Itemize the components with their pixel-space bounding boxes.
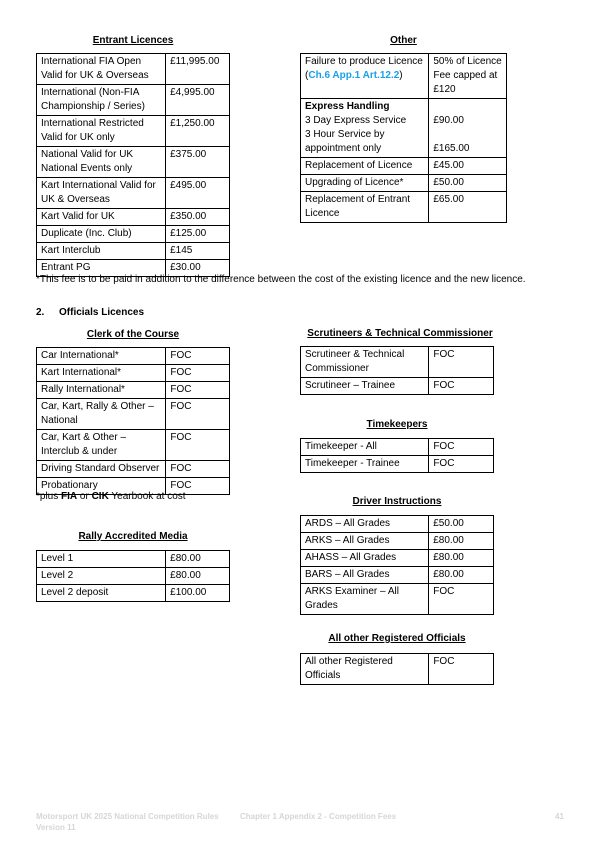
- fee-item: Probationary: [37, 478, 166, 495]
- fee-value: £80.00: [429, 567, 494, 584]
- all-other-body: [301, 654, 494, 685]
- fee-item: International Restricted Valid for UK only: [37, 116, 166, 147]
- fee-item: BARS – All Grades: [301, 567, 429, 584]
- table-row: [301, 550, 494, 567]
- express-line-2: 3 Hour Service by appointment only: [305, 129, 385, 154]
- fee-value: £50.00: [429, 175, 507, 192]
- failure-item: Failure to produce Licence: [305, 56, 423, 67]
- fee-item: ARDS – All Grades: [301, 516, 429, 533]
- fee-value: FOC: [166, 461, 230, 478]
- fee-value: £375.00: [166, 147, 230, 178]
- fee-value: £495.00: [166, 178, 230, 209]
- driver-instructions-table: [300, 515, 494, 615]
- footer-doc: [36, 811, 219, 833]
- fee-value: FOC: [429, 654, 494, 685]
- upgrade-footnote: *This fee is to be paid in addition to the difference between the cost of the existing licence and the new licence.: [36, 274, 526, 285]
- other-table: [300, 53, 507, 223]
- other-rows: [301, 158, 507, 223]
- table-row: [37, 226, 230, 243]
- table-row: [37, 551, 230, 568]
- fee-item: [301, 54, 429, 99]
- fee-item: ARKS Examiner – All Grades: [301, 584, 429, 615]
- fee-value: FOC: [166, 399, 230, 430]
- table-row: [37, 461, 230, 478]
- fee-value: FOC: [429, 456, 494, 473]
- fee-value: 50% of Licence Fee capped at £120: [429, 54, 507, 99]
- table-row: [37, 382, 230, 399]
- fee-item: Kart Interclub: [37, 243, 166, 260]
- table-row: [37, 430, 230, 461]
- yearbook-note: *plus FIA or CIK Yearbook at cost: [36, 491, 186, 502]
- table-row: [37, 568, 230, 585]
- footer-chapter: Chapter 1 Appendix 2 - Competition Fees: [240, 812, 397, 821]
- fee-value: FOC: [429, 439, 494, 456]
- fee-item: Kart International Valid for UK & Overseas: [37, 178, 166, 209]
- fee-item: Kart International*: [37, 365, 166, 382]
- fee-value: £80.00: [429, 550, 494, 567]
- rally-media-title: Rally Accredited Media: [78, 531, 188, 542]
- express-line-1: 3 Day Express Service: [305, 115, 407, 126]
- express-handling-heading: Express Handling: [305, 101, 390, 112]
- scrutineers-title: Scrutineers & Technical Commissioner: [307, 328, 493, 339]
- table-row: [37, 209, 230, 226]
- fee-value: FOC: [166, 365, 230, 382]
- footer-page-number: 41: [555, 812, 564, 821]
- fee-value: FOC: [166, 382, 230, 399]
- fee-item: Level 1: [37, 551, 166, 568]
- clerk-title: Clerk of the Course: [86, 329, 180, 340]
- fee-item: Scrutineer & Technical Commissioner: [301, 347, 429, 378]
- fee-value: £80.00: [166, 551, 230, 568]
- fee-value: £80.00: [429, 533, 494, 550]
- entrant-licences-table: [36, 53, 230, 277]
- entrant-licences-title: Entrant Licences: [92, 35, 174, 46]
- table-row: [301, 378, 494, 395]
- table-row: [301, 439, 494, 456]
- fee-value: FOC: [429, 584, 494, 615]
- fee-item: [301, 99, 429, 158]
- fee-item: Replacement of Licence: [301, 158, 429, 175]
- table-row: [37, 116, 230, 147]
- entrant-licences-body: [37, 54, 230, 277]
- rally-media-table: [36, 550, 230, 602]
- fee-value: FOC: [429, 347, 494, 378]
- table-row: [301, 654, 494, 685]
- fee-item: Scrutineer – Trainee: [301, 378, 429, 395]
- fee-value: £11,995.00: [166, 54, 230, 85]
- table-row: [37, 243, 230, 260]
- timekeepers-table: [300, 438, 494, 473]
- fee-item: ARKS – All Grades: [301, 533, 429, 550]
- table-row: [301, 516, 494, 533]
- footer-version: Version 11: [36, 823, 76, 832]
- fee-item: All other Registered Officials: [301, 654, 429, 685]
- table-row: [37, 54, 230, 85]
- fee-item: Timekeeper - Trainee: [301, 456, 429, 473]
- fee-item: Duplicate (Inc. Club): [37, 226, 166, 243]
- table-row: [301, 99, 507, 158]
- rule-reference-link[interactable]: Ch.6 App.1 Art.12.2: [308, 70, 400, 81]
- table-row: [37, 585, 230, 602]
- timekeepers-body: [301, 439, 494, 473]
- table-row: [37, 178, 230, 209]
- fee-value: £125.00: [166, 226, 230, 243]
- fee-value: £4,995.00: [166, 85, 230, 116]
- fee-item: AHASS – All Grades: [301, 550, 429, 567]
- table-row: [301, 567, 494, 584]
- table-row: [301, 158, 507, 175]
- fee-item: International FIA Open Valid for UK & Overseas: [37, 54, 166, 85]
- fee-value: FOC: [429, 378, 494, 395]
- fee-item: Car, Kart & Other – Interclub & under: [37, 430, 166, 461]
- fee-item: Entrant PG: [37, 260, 166, 277]
- fee-value: FOC: [166, 348, 230, 365]
- fee-value: £45.00: [429, 158, 507, 175]
- table-row: [301, 347, 494, 378]
- table-row: [301, 456, 494, 473]
- scrutineers-body: [301, 347, 494, 395]
- section-title: Officials Licences: [59, 307, 145, 318]
- driver-instructions-body: [301, 516, 494, 615]
- fee-item: Kart Valid for UK: [37, 209, 166, 226]
- section-number: 2.: [36, 307, 45, 318]
- driver-instructions-title: Driver Instructions: [352, 496, 442, 507]
- fee-item: Rally International*: [37, 382, 166, 399]
- ref-close: ): [399, 70, 403, 81]
- table-row: [301, 175, 507, 192]
- fee-item: Upgrading of Licence*: [301, 175, 429, 192]
- fee-item: International (Non-FIA Championship / Series): [37, 85, 166, 116]
- fee-item: Timekeeper - All: [301, 439, 429, 456]
- fee-value: £80.00: [166, 568, 230, 585]
- table-row: [301, 533, 494, 550]
- ref-open: (: [305, 70, 309, 81]
- table-row: [37, 147, 230, 178]
- table-row: [37, 399, 230, 430]
- all-other-table: [300, 653, 494, 685]
- fee-item: Replacement of Entrant Licence: [301, 192, 429, 223]
- table-row: [301, 54, 507, 99]
- fee-item: Car, Kart, Rally & Other – National: [37, 399, 166, 430]
- table-row: [301, 192, 507, 223]
- fee-value: FOC: [166, 478, 230, 495]
- scrutineers-table: [300, 346, 494, 395]
- fee-item: National Valid for UK National Events only: [37, 147, 166, 178]
- express-fee-1: £90.00: [433, 115, 464, 126]
- all-other-title: All other Registered Officials: [328, 633, 466, 644]
- fee-value: £30.00: [166, 260, 230, 277]
- clerk-body: [37, 348, 230, 495]
- fee-item: Car International*: [37, 348, 166, 365]
- fee-value: £50.00: [429, 516, 494, 533]
- other-title: Other: [390, 35, 417, 46]
- express-fee-2: £165.00: [433, 143, 470, 154]
- fee-value: FOC: [166, 430, 230, 461]
- footer-doc-title: Motorsport UK 2025 National Competition Rules: [36, 812, 219, 821]
- table-row: [301, 584, 494, 615]
- table-row: [37, 85, 230, 116]
- fee-value: £350.00: [166, 209, 230, 226]
- fee-item: Level 2: [37, 568, 166, 585]
- fee-item: Driving Standard Observer: [37, 461, 166, 478]
- table-row: [37, 365, 230, 382]
- clerk-table: [36, 347, 230, 495]
- fee-item: Level 2 deposit: [37, 585, 166, 602]
- table-row: [37, 348, 230, 365]
- fee-value: £100.00: [166, 585, 230, 602]
- timekeepers-title: Timekeepers: [366, 419, 428, 430]
- rally-media-body: [37, 551, 230, 602]
- fee-value: £1,250.00: [166, 116, 230, 147]
- fee-value: £145: [166, 243, 230, 260]
- fee-value: [429, 99, 507, 158]
- fee-value: £65.00: [429, 192, 507, 223]
